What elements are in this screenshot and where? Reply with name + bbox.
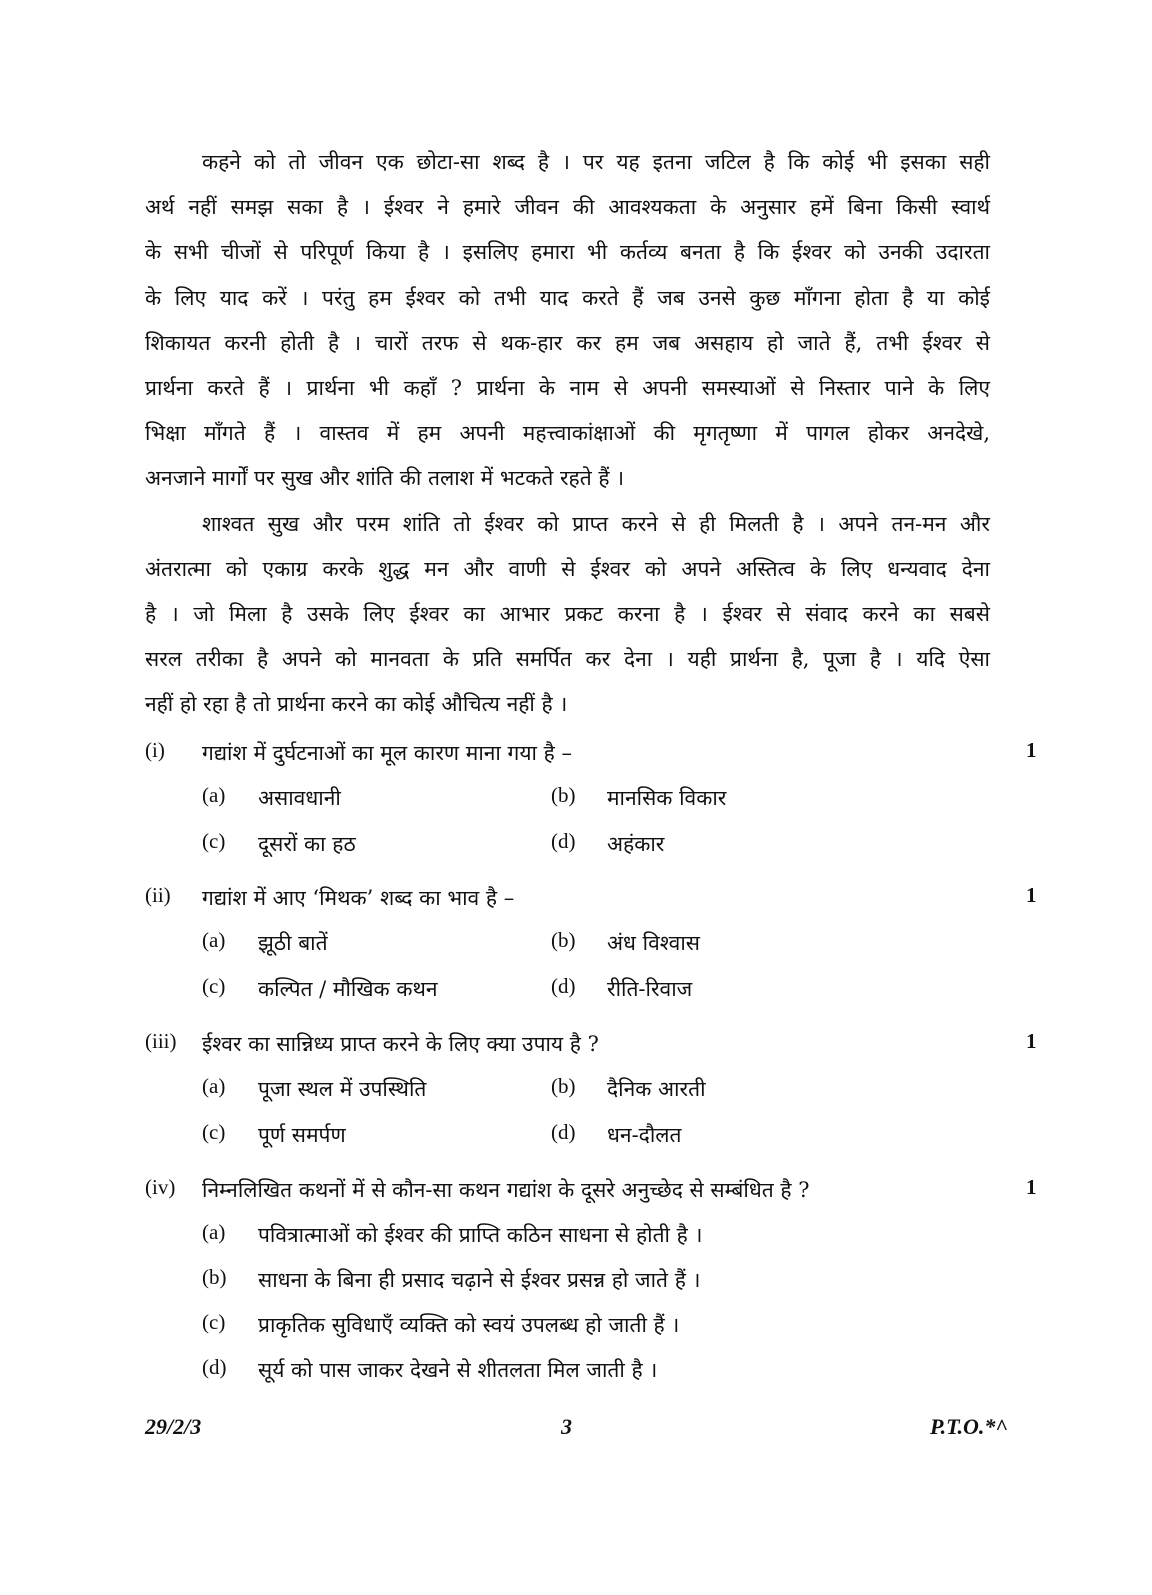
question-marks: 1 [1026,1175,1037,1199]
option-text: पूजा स्थल में उपस्थिति [258,1077,427,1101]
passage-line: के सभी चीजों से परिपूर्ण किया है । इसलिए हमारा भी कर्तव्य बनता है कि ईश्वर को उनकी उदारता [145,240,990,265]
option-label: (c) [202,828,226,853]
option-text: पवित्रात्माओं को ईश्वर की प्राप्ति कठिन साधना से होती है । [258,1223,703,1247]
page-number: 3 [561,1414,572,1439]
option-label: (b) [202,1265,227,1289]
option-label: (b) [551,783,576,807]
passage-line: शाश्वत सुख और परम शांति तो ईश्वर को प्राप्त करने से ही मिलती है । अपने तन-मन और [202,511,990,536]
passage-line: अंतरात्मा को एकाग्र करके शुद्ध मन और वाणी से ईश्वर को अपने अस्तित्व के लिए धन्यवाद देना [145,556,990,581]
option-label: (d) [202,1355,227,1379]
option-label: (c) [202,1310,226,1334]
pto-label: P.T.O.*^ [930,1414,1008,1439]
paper-code: 29/2/3 [145,1414,202,1439]
option-text: अंध विश्वास [607,931,700,955]
option-text: दैनिक आरती [607,1077,706,1101]
option-label: (b) [551,928,576,952]
option-label: (c) [202,1119,226,1144]
question-marks: 1 [1026,1029,1037,1053]
option-text: धन-दौलत [607,1122,682,1147]
question-number: (iv) [145,1175,176,1199]
question-marks: 1 [1026,738,1037,762]
passage-line: के लिए याद करें । परंतु हम ईश्वर को तभी याद करते हैं जब उनसे कुछ माँगना होता है या कोई [145,285,990,310]
question-text: निम्नलिखित कथनों में से कौन-सा कथन गद्यांश के दूसरे अनुच्छेद से सम्बंधित है ? [202,1178,810,1202]
option-label: (c) [202,973,226,998]
question-number: (ii) [145,883,171,907]
option-text: सूर्य को पास जाकर देखने से शीतलता मिल जाती है । [258,1358,658,1382]
option-text: प्राकृतिक सुविधाएँ व्यक्ति को स्वयं उपलब्ध हो जाती हैं । [258,1313,680,1337]
option-text: मानसिक विकार [607,786,727,810]
option-label: (b) [551,1074,576,1098]
passage-line: भिक्षा माँगते हैं । वास्तव में हम अपनी महत्त्वाकांक्षाओं की मृगतृष्णा में पागल होकर अनदेखे, [145,421,990,446]
passage-line: अनजाने मार्गों पर सुख और शांति की तलाश में भटकते रहते हैं । [145,466,625,491]
passage-line: शिकायत करनी होती है । चारों तरफ से थक-हार कर हम जब असहाय हो जाते हैं, तभी ईश्वर से [145,330,990,355]
option-label: (d) [551,973,576,998]
option-text: कल्पित / मौखिक कथन [258,976,438,1001]
option-text: साधना के बिना ही प्रसाद चढ़ाने से ईश्वर प्रसन्न हो जाते हैं । [258,1268,701,1292]
passage-line: कहने को तो जीवन एक छोटा-सा शब्द है । पर यह इतना जटिल है कि कोई भी इसका सही [202,150,990,174]
passage-line: नहीं हो रहा है तो प्रार्थना करने का कोई औचित्य नहीं है । [145,692,568,717]
question-text: ईश्वर का सान्निध्य प्राप्त करने के लिए क्या उपाय है ? [202,1032,599,1056]
passage-line: प्रार्थना करते हैं । प्रार्थना भी कहाँ ? प्रार्थना के नाम से अपनी समस्याओं से निस्तार पाने के लिए [145,376,990,400]
option-label: (a) [202,783,226,807]
passage-line: है । जो मिला है उसके लिए ईश्वर का आभार प्रकट करना है । ईश्वर से संवाद करने का सबसे [145,602,990,626]
option-text: झूठी बातें [258,931,328,955]
question-text: गद्यांश में दुर्घटनाओं का मूल कारण माना गया है – [202,741,572,765]
question-number: (iii) [145,1029,177,1053]
option-label: (d) [551,1119,576,1144]
passage-line: अर्थ नहीं समझ सका है । ईश्वर ने हमारे जीवन की आवश्यकता के अनुसार हमें बिना किसी स्वार्थ [145,195,990,220]
option-text: दूसरों का हठ [258,831,356,856]
option-label: (a) [202,1220,226,1244]
question-number: (i) [145,738,165,762]
option-label: (a) [202,1074,226,1098]
option-text: पूर्ण समर्पण [258,1122,346,1147]
passage-line: सरल तरीका है अपने को मानवता के प्रति समर्पित कर देना । यही प्रार्थना है, पूजा है । यदि ऐसा [145,647,990,672]
option-label: (d) [551,828,576,853]
question-marks: 1 [1026,883,1037,907]
option-text: अहंकार [607,831,665,856]
question-text: गद्यांश में आए ‘मिथक’ शब्द का भाव है – [202,886,515,910]
option-text: असावधानी [258,786,341,810]
option-label: (a) [202,928,226,952]
option-text: रीति-रिवाज [607,976,693,1001]
